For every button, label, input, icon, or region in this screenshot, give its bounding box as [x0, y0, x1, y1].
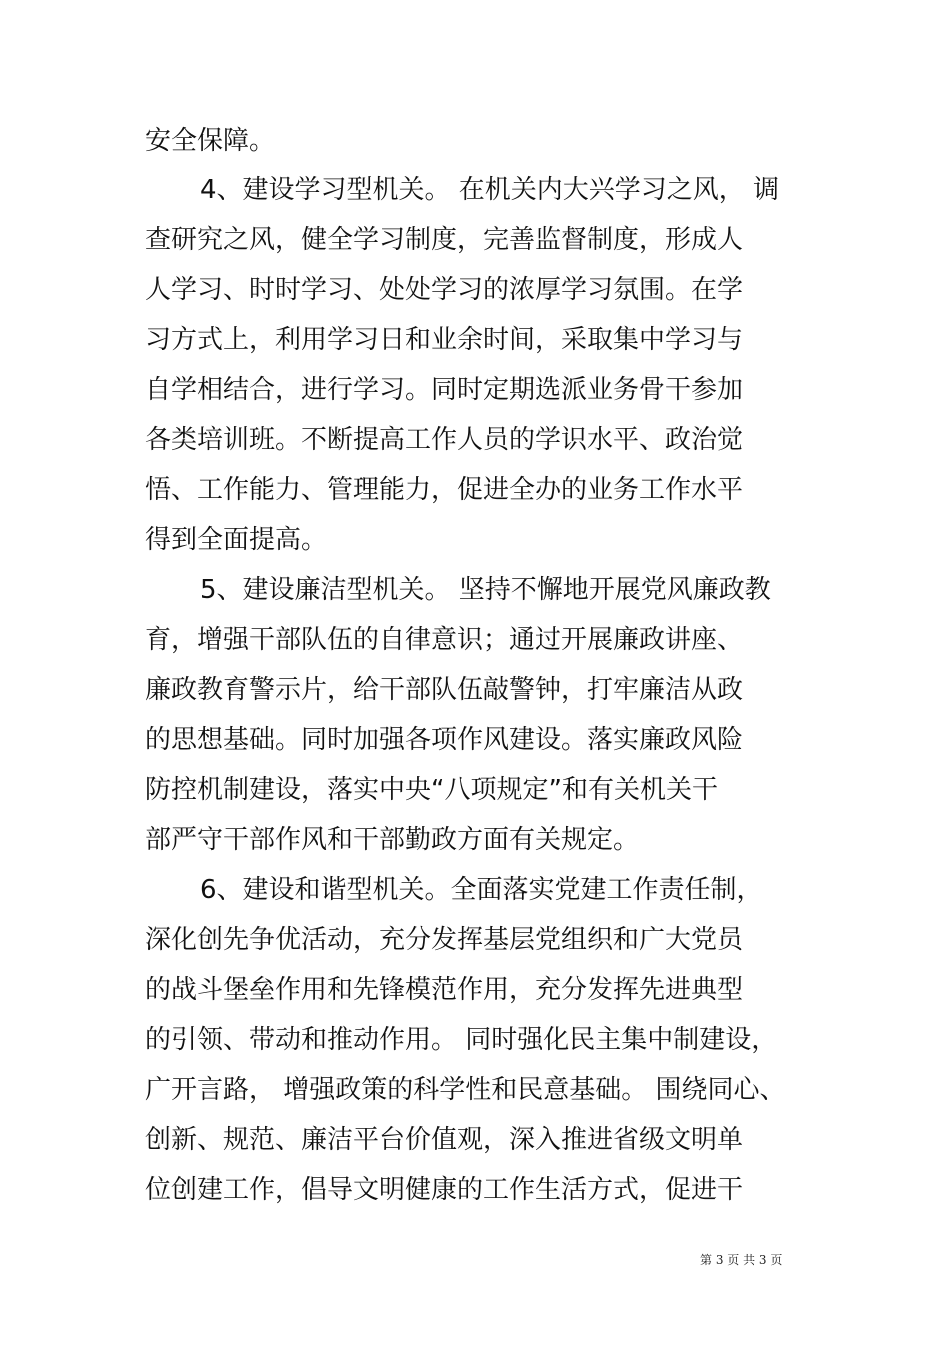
text-line: 创新、规范、廉洁平台价值观，深入推进省级文明单	[145, 1125, 744, 1155]
text-line: 广开言路， 增强政策的科学性和民意基础。 围绕同心、	[145, 1075, 786, 1105]
text-line: 的思想基础。同时加强各项作风建设。落实廉政风险	[145, 725, 744, 755]
text-line: 位创建工作，倡导文明健康的工作生活方式，促进干	[145, 1175, 744, 1205]
text-line: 5、建设廉洁型机关。 坚持不懈地开展党风廉政教	[200, 575, 771, 605]
text-line: 习方式上，利用学习日和业余时间，采取集中学习与	[145, 325, 744, 355]
text-line: 4、建设学习型机关。 在机关内大兴学习之风， 调	[200, 175, 780, 205]
text-line: 悟、工作能力、管理能力，促进全办的业务工作水平	[145, 475, 744, 505]
text-line: 人学习、时时学习、处处学习的浓厚学习氛围。在学	[145, 275, 744, 305]
text-line: 安全保障。	[145, 126, 276, 156]
text-line: 自学相结合，进行学习。同时定期选派业务骨干参加	[145, 375, 744, 405]
text-line: 得到全面提高。	[145, 525, 328, 555]
text-line: 防控机制建设，落实中央“八项规定”和有关机关干	[145, 775, 718, 805]
text-line: 的战斗堡垒作用和先锋模范作用，充分发挥先进典型	[145, 975, 744, 1005]
text-line: 6、建设和谐型机关。全面落实党建工作责任制，	[200, 875, 763, 905]
text-line: 育，增强干部队伍的自律意识；通过开展廉政讲座、	[145, 625, 744, 655]
text-line: 查研究之风，健全学习制度，完善监督制度，形成人	[145, 225, 744, 255]
text-line: 的引领、带动和推动作用。 同时强化民主集中制建设，	[145, 1025, 778, 1055]
text-line: 各类培训班。不断提高工作人员的学识水平、政治觉	[145, 425, 744, 455]
text-line: 廉政教育警示片，给干部队伍敲警钟，打牢廉洁从政	[145, 675, 744, 705]
page-footer: 第 3 页 共 3 页	[700, 1253, 783, 1267]
text-line: 深化创先争优活动，充分发挥基层党组织和广大党员	[145, 925, 744, 955]
text-line: 部严守干部作风和干部勤政方面有关规定。	[145, 825, 640, 855]
